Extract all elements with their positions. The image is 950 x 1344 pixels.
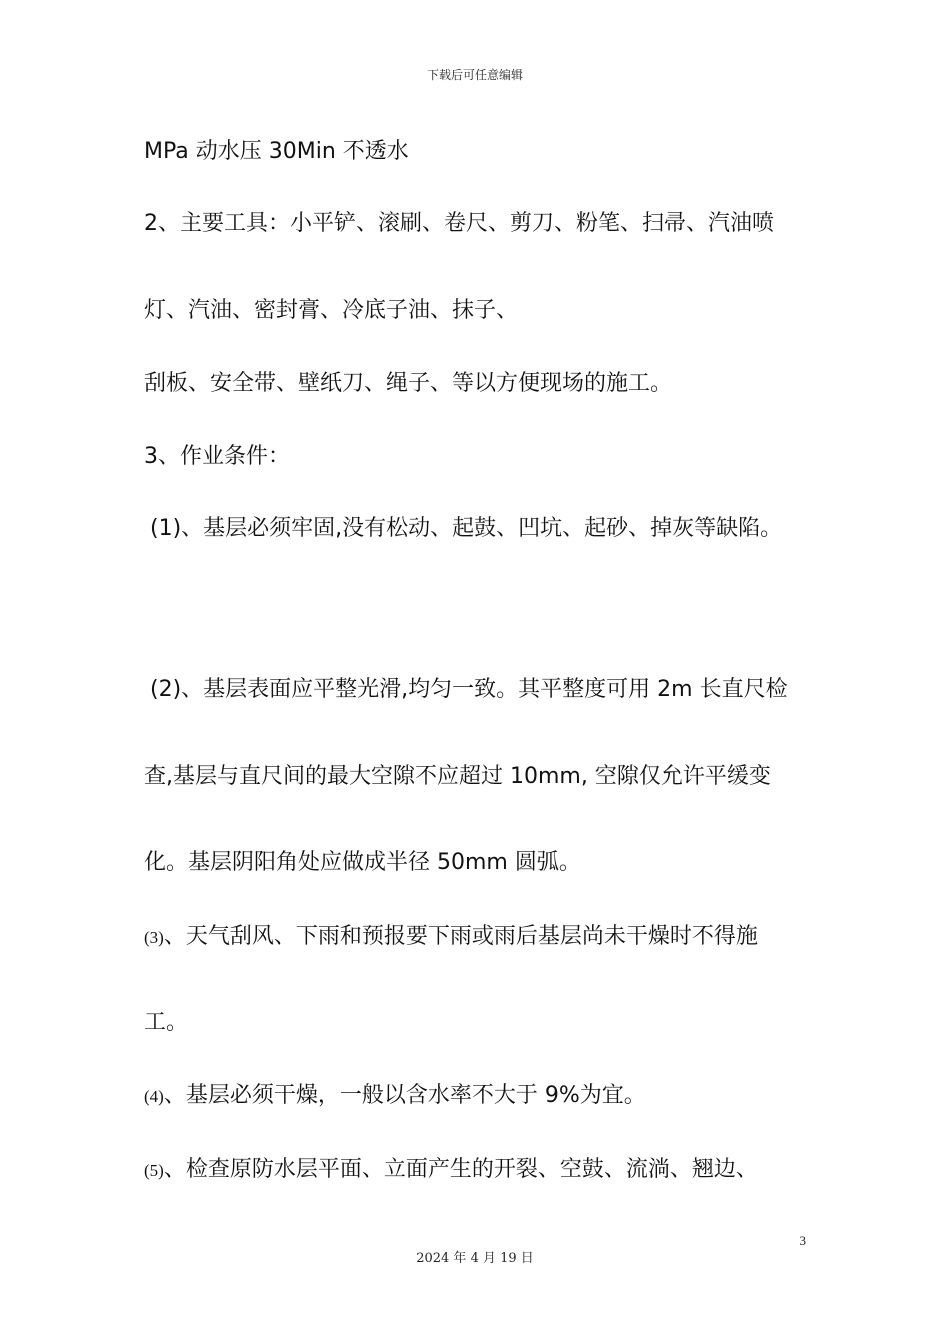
body-line: 工。	[144, 1010, 189, 1035]
body-line: MPa 动水压 30Min 不透水	[144, 139, 409, 164]
list-text: 、检查原防水层平面、立面产生的开裂、空鼓、流淌、翘边、	[163, 1157, 758, 1182]
list-text: 、天气刮风、下雨和预报要下雨或雨后基层尚未干燥时不得施	[163, 924, 758, 949]
page-number: 3	[799, 1233, 806, 1248]
footer-date: 2024 年 4 月 19 日	[416, 1251, 534, 1266]
list-text: 、基层必须干燥，一般以含水率不大于 9%为宜。	[163, 1083, 646, 1108]
body-line: 灯、汽油、密封膏、冷底子油、抹子、	[144, 298, 519, 323]
body-line: 查,基层与直尺间的最大空隙不应超过 10mm, 空隙仅允许平缓变	[144, 764, 771, 789]
body-line: 化。基层阴阳角处应做成半径 50mm 圆弧。	[144, 850, 581, 875]
body-line: (2)、基层表面应平整光滑,均匀一致。其平整度可用 2m 长直尺检	[150, 677, 788, 702]
body-line: 刮板、安全带、壁纸刀、绳子、等以方便现场的施工。	[144, 371, 673, 396]
list-item-4	[144, 1081, 646, 1112]
list-number: (3)	[144, 928, 164, 947]
list-number: (4)	[144, 1087, 164, 1106]
page-header: 下载后可任意编辑	[426, 68, 523, 82]
body-line: 2、主要工具：小平铲、滚刷、卷尺、剪刀、粉笔、扫帚、汽油喷	[144, 211, 774, 236]
list-item-3	[144, 922, 758, 953]
section-heading: 3、作业条件：	[144, 444, 290, 469]
list-number: (5)	[144, 1161, 164, 1180]
body-line: (1)、基层必须牢固,没有松动、起鼓、凹坑、起砂、掉灰等缺陷。	[150, 516, 783, 541]
list-item-5	[144, 1155, 758, 1186]
